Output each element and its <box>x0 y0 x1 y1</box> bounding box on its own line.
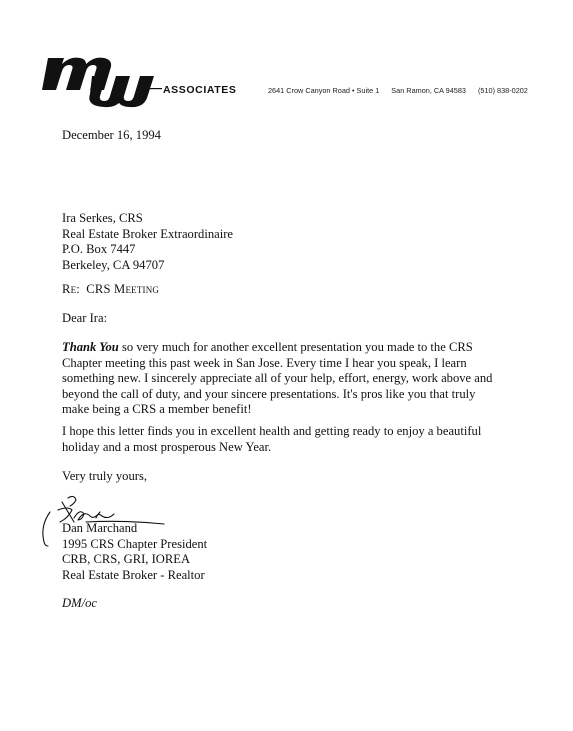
body-paragraph-2 <box>62 424 481 455</box>
re-subject: CRS Meeting <box>86 282 160 296</box>
recipient-name: Ira Serkes, CRS <box>62 211 143 225</box>
body-line: beyond the call of duty, and your sincere presentations. It's pros like you that truly <box>62 386 476 401</box>
signer-role: Real Estate Broker - Realtor <box>62 567 205 582</box>
city-state-zip: San Ramon, CA 94583 <box>391 86 466 95</box>
salutation: Dear Ira: <box>62 311 108 325</box>
typist-initials: DM/oc <box>62 596 97 610</box>
body-line: I hope this letter finds you in excellent health and getting ready to enjoy a beautiful <box>62 424 482 438</box>
body-line: make being a CRS a member benefit! <box>62 402 252 417</box>
recipient-title: Real Estate Broker Extraordinaire <box>62 226 233 241</box>
phone-number: (510) 838-0202 <box>477 86 528 95</box>
signer-title: 1995 CRS Chapter President <box>62 536 208 551</box>
closing: Very truly yours, <box>62 469 147 483</box>
mw-associates-logo <box>42 52 162 108</box>
recipient-po-box: P.O. Box 7447 <box>62 242 136 257</box>
recipient-block <box>62 211 233 273</box>
body-line: Thank You so very much for another excellent presentation you made to the CRS <box>62 340 473 354</box>
body-line: holiday and a most prosperous New Year. <box>62 439 272 454</box>
body-paragraph-1 <box>62 340 492 418</box>
associates-wordmark: ASSOCIATES <box>163 84 237 96</box>
re-line <box>62 282 159 298</box>
body-line: Chapter meeting this past week in San Jose. Every time I hear you speak, I learn <box>62 355 467 370</box>
body-line: something new. I sincerely appreciate all of your help, effort, energy, work above and <box>62 371 493 386</box>
signer-credentials: CRB, CRS, GRI, IOREA <box>62 552 191 567</box>
letter-date: December 16, 1994 <box>62 128 161 142</box>
signer-block <box>62 521 207 583</box>
street-address: 2641 Crow Canyon Road • Suite 1 <box>268 86 380 95</box>
recipient-city: Berkeley, CA 94707 <box>62 257 165 272</box>
letterhead-address <box>268 86 538 95</box>
thank-you-emphasis: Thank You <box>62 340 119 354</box>
re-label: Re: <box>62 282 80 296</box>
signer-name: Dan Marchand <box>62 521 138 535</box>
